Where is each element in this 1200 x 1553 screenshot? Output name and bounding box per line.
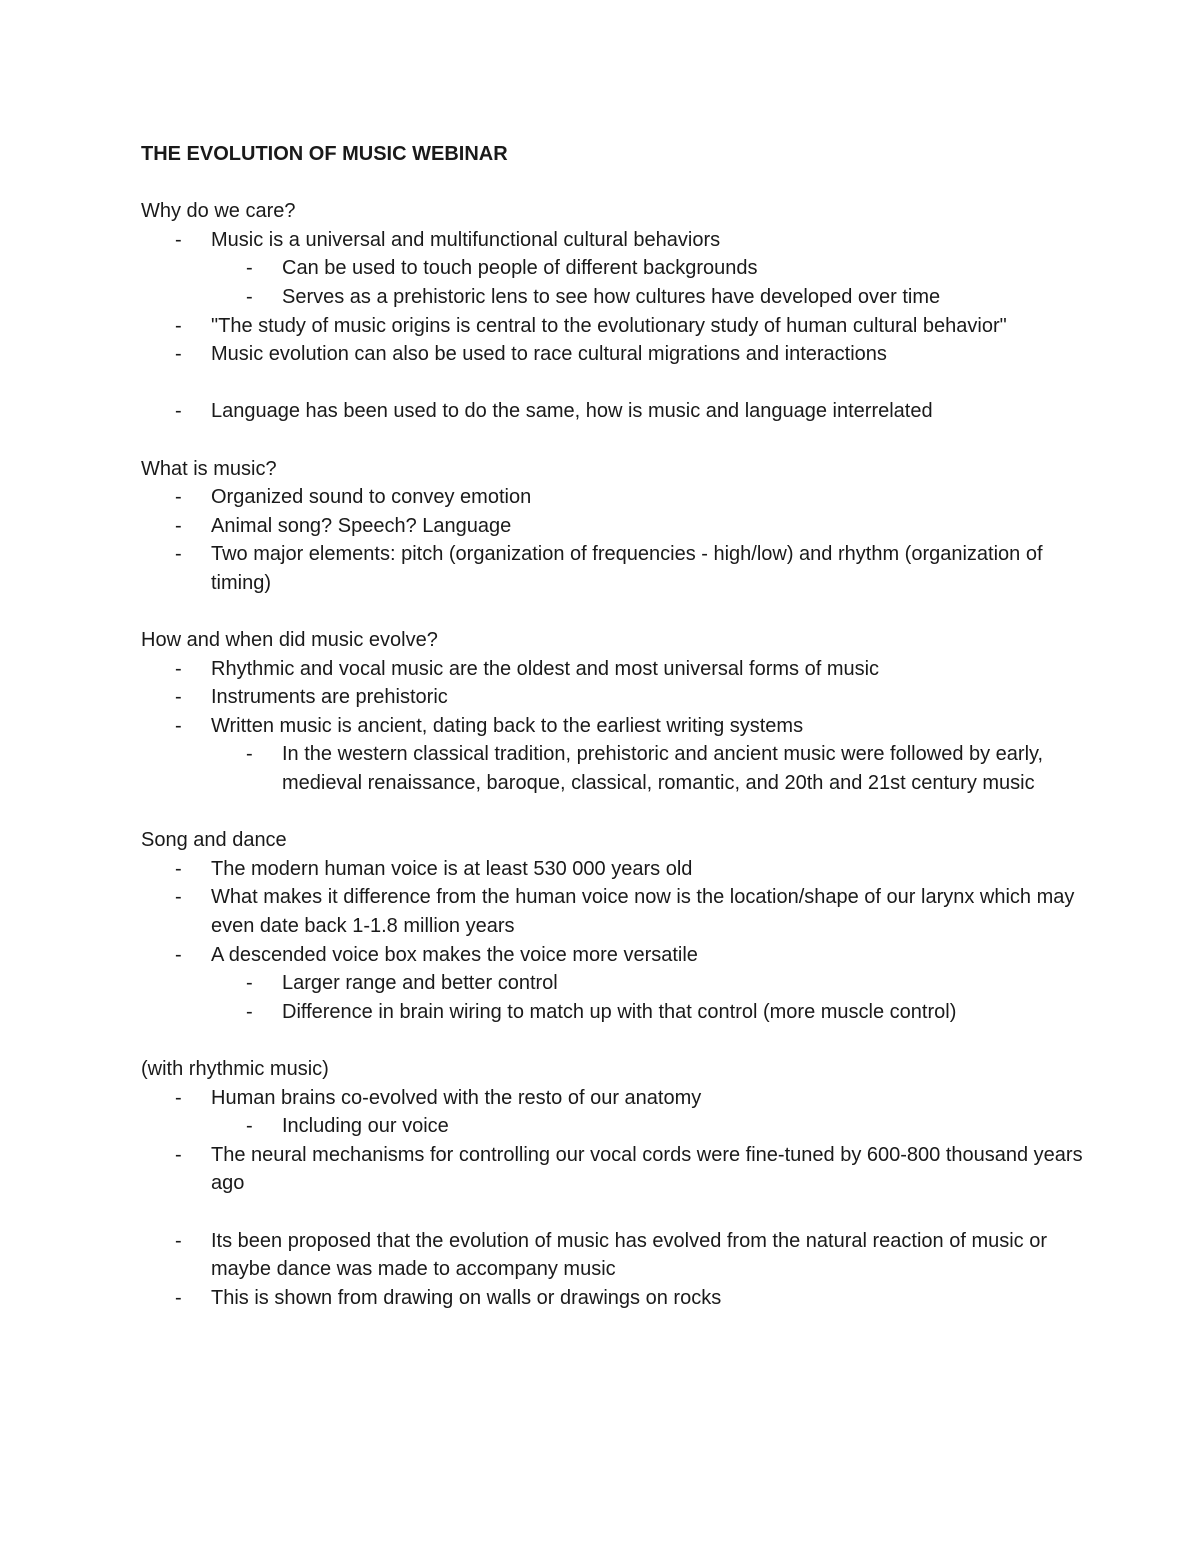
document-title: THE EVOLUTION OF MUSIC WEBINAR xyxy=(141,143,508,165)
list-item: - In the western classical tradition, prehistoric and ancient music were followed by early, medieval renaissance, baroque, classical, romantic, and 20th and 21st century music xyxy=(141,740,1100,797)
list-item: - Music is a universal and multifunctional cultural behaviors xyxy=(141,226,1100,255)
list-item: - Animal song? Speech? Language xyxy=(141,512,1100,541)
list-item: - Language has been used to do the same, how is music and language interrelated xyxy=(141,397,1100,426)
section-list-song xyxy=(141,855,1100,1027)
list-item: - What makes it difference from the human voice now is the location/shape of our larynx which may even date back 1-1.8 million years xyxy=(141,883,1100,940)
section-list-rhythmic-continued xyxy=(141,1227,1100,1313)
section-list-how xyxy=(141,655,1100,798)
section-heading-how: How and when did music evolve? xyxy=(141,629,438,652)
section-heading-song: Song and dance xyxy=(141,829,287,852)
list-item: - Rhythmic and vocal music are the oldest and most universal forms of music xyxy=(141,655,1100,684)
list-item: - Music evolution can also be used to race cultural migrations and interactions xyxy=(141,340,1100,369)
section-list-why xyxy=(141,226,1100,369)
section-heading-rhythmic: (with rhythmic music) xyxy=(141,1058,329,1080)
list-item: - A descended voice box makes the voice more versatile xyxy=(141,941,1100,970)
list-item: - Organized sound to convey emotion xyxy=(141,483,1100,512)
section-heading-why: Why do we care? xyxy=(141,200,296,223)
section-list-rhythmic xyxy=(141,1084,1100,1198)
list-item: - Written music is ancient, dating back to the earliest writing systems xyxy=(141,712,1100,741)
list-item: - Human brains co-evolved with the resto of our anatomy xyxy=(141,1084,1100,1113)
list-item: - Difference in brain wiring to match up with that control (more muscle control) xyxy=(141,998,1100,1027)
list-item: - Instruments are prehistoric xyxy=(141,683,1100,712)
section-list-why-continued xyxy=(141,397,1100,426)
list-item: - "The study of music origins is central to the evolutionary study of human cultural behavior" xyxy=(141,312,1100,341)
list-item: - Two major elements: pitch (organization of frequencies - high/low) and rhythm (organization of timing) xyxy=(141,540,1100,597)
section-heading-what: What is music? xyxy=(141,457,277,480)
list-item: - Its been proposed that the evolution of music has evolved from the natural reaction of music or maybe dance was made to accompany music xyxy=(141,1227,1100,1284)
list-item: - Including our voice xyxy=(141,1112,1100,1141)
section-list-what xyxy=(141,483,1100,597)
list-item: - The modern human voice is at least 530 000 years old xyxy=(141,855,1100,884)
list-item: - This is shown from drawing on walls or drawings on rocks xyxy=(141,1284,1100,1313)
list-item: - Serves as a prehistoric lens to see how cultures have developed over time xyxy=(141,283,1100,312)
list-item: - Larger range and better control xyxy=(141,969,1100,998)
list-item: - Can be used to touch people of different backgrounds xyxy=(141,254,1100,283)
list-item: - The neural mechanisms for controlling our vocal cords were fine-tuned by 600-800 thousand years ago xyxy=(141,1141,1100,1198)
